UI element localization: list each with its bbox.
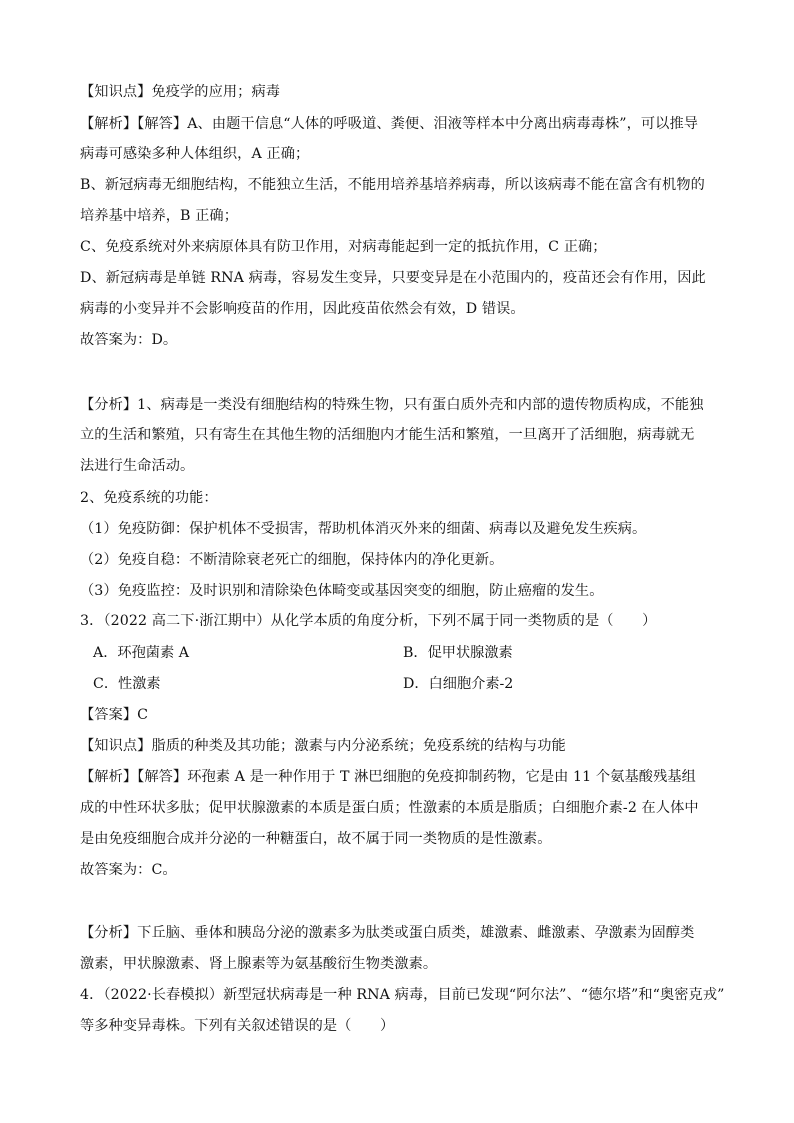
q3-answer: 【答案】C [80,707,149,723]
q2-fenxi-line: （1）免疫防御：保护机体不受损害，帮助机体消灭外来的细菌、病毒以及避免发生疾病。 [80,521,647,537]
q2-analysis-line: C、免疫系统对外来病原体具有防卫作用，对病毒能起到一定的抵抗作用，C 正确； [80,239,607,255]
q2-analysis-line: 培养基中培养，B 正确； [80,208,239,224]
q3-answer-line: 故答案为：C。 [80,862,177,878]
q2-analysis-line: 病毒可感染多种人体组织，A 正确； [80,146,310,162]
q3-option-a: A．环孢菌素 A [93,645,189,661]
q3-analysis-line: 【解析】【解答】环孢素 A 是一种作用于 T 淋巴细胞的免疫抑制药物，它是由 11 个氨基酸残基组 [80,769,696,785]
q2-analysis-line: D、新冠病毒是单链 RNA 病毒，容易发生变异，只要变异是在小范围内的，疫苗还会有作用，因此 [80,270,706,286]
q3-fenxi-line: 激素，甲状腺激素、肾上腺素等为氨基酸衍生物类激素。 [80,956,438,972]
q2-analysis-line: B、新冠病毒无细胞结构，不能独立生活，不能用培养基培养病毒，所以该病毒不能在富含有机物的 [80,177,705,193]
q2-knowledge-point: 【知识点】免疫学的应用；病毒 [80,84,281,100]
q3-stem: 3．（2022 高二下·浙江期中）从化学本质的角度分析，下列不属于同一类物质的是（ ） [80,613,657,629]
q4-stem-line: 等多种变异毒株。下列有关叙述错误的是（ ） [80,1018,395,1034]
q2-analysis-line: 【解析】【解答】A、由题干信息“人体的呼吸道、粪便、泪液等样本中分离出病毒毒株”，可以推导 [80,116,699,132]
q4-stem-line: 4．（2022·长春模拟）新型冠状病毒是一种 RNA 病毒，目前已发现“阿尔法”、“德尔塔”和“奥密克戎” [80,987,725,1003]
q3-analysis-line: 是由免疫细胞合成并分泌的一种糖蛋白，故不属于同一类物质的是性激素。 [80,831,552,847]
q2-answer-line: 故答案为：D。 [80,332,178,348]
q3-option-d: D．白细胞介素-2 [403,676,514,692]
q3-option-c: C．性激素 [93,676,161,692]
q3-knowledge-point: 【知识点】脂质的种类及其功能；激素与内分泌系统；免疫系统的结构与功能 [80,738,566,754]
q3-fenxi-line: 【分析】下丘脑、垂体和胰岛分泌的激素多为肽类或蛋白质类，雄激素、雌激素、孕激素为固醇类 [80,925,695,941]
q2-fenxi-line: （2）免疫自稳：不断清除衰老死亡的细胞，保持体内的净化更新。 [80,552,504,568]
q2-fenxi-line: 2、免疫系统的功能： [80,490,218,506]
q2-fenxi-line: 法进行生命活动。 [80,458,195,474]
q2-fenxi-line: 立的生活和繁殖，只有寄生在其他生物的活细胞内才能生活和繁殖，一旦离开了活细胞，病毒就无 [80,427,695,443]
q2-fenxi-line: 【分析】1、病毒是一类没有细胞结构的特殊生物，只有蛋白质外壳和内部的遗传物质构成，不能独 [80,397,704,413]
q2-fenxi-line: （3）免疫监控：及时识别和清除染色体畸变或基因突变的细胞，防止癌瘤的发生。 [80,583,604,599]
q2-analysis-line: 病毒的小变异并不会影响疫苗的作用，因此疫苗依然会有效，D 错误。 [80,301,525,317]
q3-option-b: B．促甲状腺激素 [403,645,513,661]
q3-analysis-line: 成的中性环状多肽；促甲状腺激素的本质是蛋白质；性激素的本质是脂质；白细胞介素-2 在人体中 [80,800,699,816]
